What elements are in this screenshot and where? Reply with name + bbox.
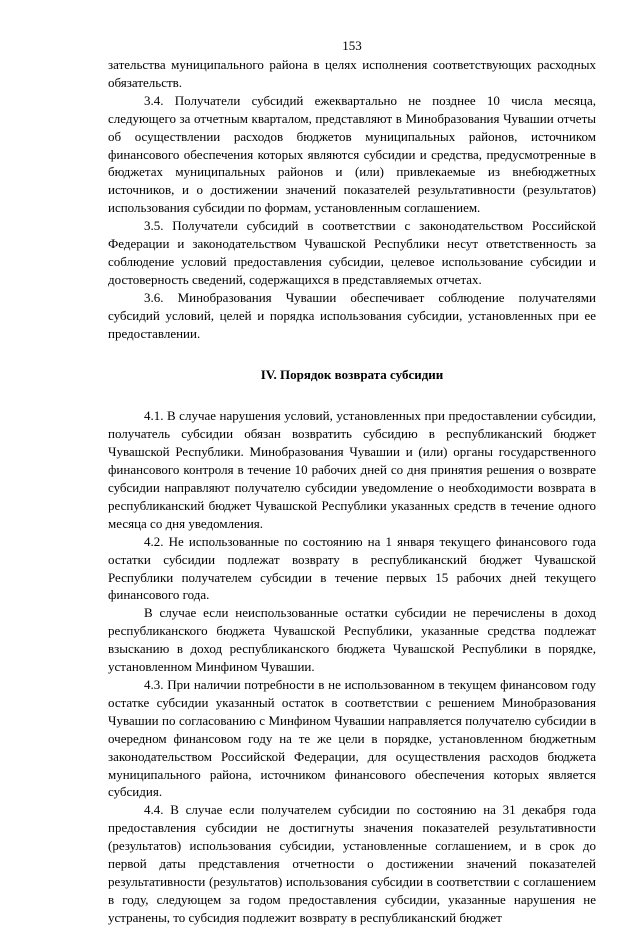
paragraph-continuation: зательства муниципального района в целях исполнения соответствующих расходных обязательств. (108, 57, 596, 90)
paragraph-4-3: 4.3. При наличии потребности в не использованном в текущем финансовом году остатке субсидии указанный остаток в соответствии с решением Минобразования Чувашии по согласованию с Минфином Чувашии направляется получателю субсидии в очередном финансовом году на те же цели в порядке, установленном бюджетным законодательством Российской Федерации, для осуществления расходов бюджета муниципального района, источником финансового обеспечения которых является субсидия. (108, 677, 596, 800)
paragraph-3-6: 3.6. Минобразования Чувашии обеспечивает соблюдение получателями субсидий условий, целей и порядка использования субсидии, установленных при ее предоставлении. (108, 289, 596, 341)
document-body (108, 56, 596, 927)
paragraph-4-2-unused-balances: В случае если неиспользованные остатки субсидии не перечислены в доход республиканского бюджета Чувашской Республики, указанные средства подлежат взысканию в доход республиканского бюджета Чувашской Республики в порядке, установленном Минфином Чувашии. (108, 605, 596, 675)
paragraph-4-1: 4.1. В случае нарушения условий, установленных при предоставлении субсидии, получатель субсидии обязан возвратить субсидию в республиканский бюджет Чувашской Республики. Минобразования Чувашии и (или) органы государственного финансового контроля в течение 10 рабочих дней со дня принятия решения о возврате субсидии направляют получателю субсидии уведомление о необходимости возврата в республиканский бюджет Чувашской Республики указанных средств в течение одного месяца со дня уведомления. (108, 408, 596, 531)
paragraph-4-4: 4.4. В случае если получателем субсидии по состоянию на 31 декабря года предоставления субсидии не достигнуты значения показателей результативности (результатов) использования субсидии, установленные соглашением, и в срок до первой даты представления отчетности о достижении значений показателей результативности (результатов) использования субсидии в соответствии с соглашением в году, следующем за годом предоставления субсидии, указанные нарушения не устранены, то субсидия подлежит возврату в республиканский бюджет (108, 802, 596, 925)
page-number: 153 (342, 38, 362, 53)
section-heading: IV. Порядок возврата субсидии (260, 366, 444, 382)
paragraph-4-2: 4.2. Не использованные по состоянию на 1 января текущего финансового года остатки субсидии подлежат возврату в республиканский бюджет Чувашской Республики получателем субсидии в течение первых 15 рабочих дней текущего финансового года. (108, 533, 596, 603)
paragraph-3-4: 3.4. Получатели субсидий ежеквартально не позднее 10 числа месяца, следующего за отчетным кварталом, представляют в Минобразования Чувашии отчеты об осуществлении расходов бюджетов муниципальных районов, источником финансового обеспечения которых являются субсидии и средства, предусмотренные в бюджетах муниципальных районов и (или) привлекаемые из внебюджетных источников, и о достижении значений показателей результативности (результатов) использования субсидии по формам, установленным соглашением. (108, 92, 596, 216)
paragraph-3-5: 3.5. Получатели субсидий в соответствии с законодательством Российской Федерации и законодательством Чувашской Республики несут ответственность за соблюдение условий предоставления субсидии, целевое использование субсидии и достоверность сведений, содержащихся в представляемых отчетах. (108, 218, 596, 287)
